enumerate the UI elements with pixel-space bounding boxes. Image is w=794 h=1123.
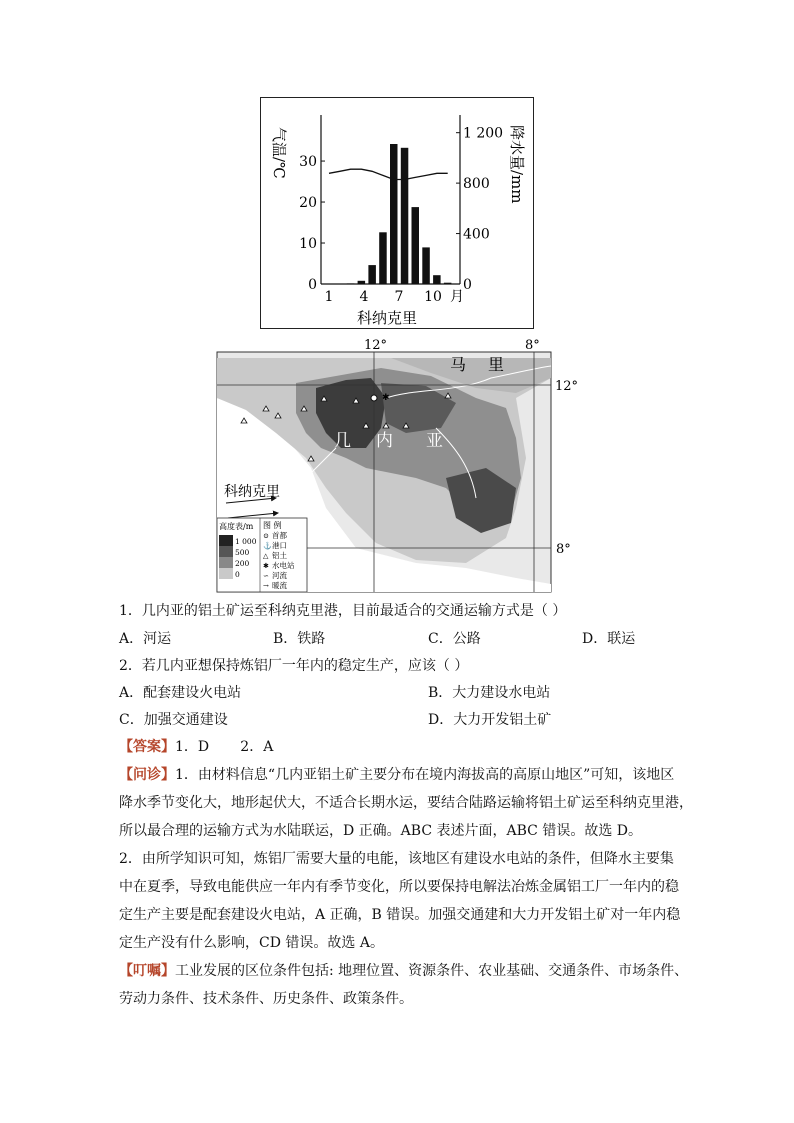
capital-icon [371,395,377,401]
q1-option-c: C．公路 [428,631,481,647]
answer-section [119,733,699,1013]
bauxite-icon: △ [263,552,269,560]
right-tick-label: 1 200 [463,125,504,142]
guinea-map [216,338,584,594]
analysis-line: 中在夏季，导致电能供应一年内有季节变化，所以要保持电解法冶炼金属铝工厂一年内的稳 [119,879,679,895]
q2-option-d: D．大力开发铝土矿 [428,712,552,728]
right-tick-label: 800 [463,176,490,193]
analysis-line: 定生产没有什么影响，CD 错误。故选 A。 [119,935,384,951]
city-label-conakry: 科纳克里 [224,484,280,500]
lat-label-top: 12° [364,338,388,353]
lat-label-right: 12° [555,379,579,394]
hydro-station-icon: ✱ [382,393,390,403]
chart-xlabel: 科纳克里 [356,309,418,327]
q2-option-a: A．配套建设火电站 [119,685,242,701]
q1-option-a: A．河运 [119,631,172,647]
country-label-guinea: 几 [334,431,351,451]
analysis-text: 1．由材料信息“几内亚铝土矿主要分布在境内海拔高的高原山地区”可知，该地区 [175,767,675,783]
legend-elev-level: 0 [235,570,240,579]
analysis-tag: 【问诊】 [119,767,175,783]
right-tick-label: 400 [463,226,490,243]
capital-icon: ⊙ [263,532,269,540]
x-tick-label: 1 [324,289,334,305]
legend-item: 河流 [272,571,287,580]
precipitation-bar [368,265,376,284]
left-axis-label: 气温/℃ [270,127,288,179]
precipitation-bar [390,144,398,284]
legend-item: 铝土 [272,551,287,560]
left-tick-label: 30 [299,154,317,171]
right-axis-label: 降水量/mm [508,125,526,204]
left-tick-label: 20 [299,195,317,211]
legend-item: 港口 [272,541,287,550]
reminder-line [119,957,699,985]
answer-text: 1．D 2．A [175,739,274,755]
legend-item: 水电站 [272,561,295,570]
x-tick-label: 月 [450,289,464,305]
legend-item: 暖流 [272,581,287,590]
reminder-text: 工业发展的区位条件包括: 地理位置、资源条件、农业基础、交通条件、市场条件、 [175,963,689,979]
left-tick-label: 0 [308,277,317,293]
precipitation-bar [401,148,409,284]
legend-item: 首都 [272,531,287,540]
analysis-line: 降水季节变化大，地形起伏大，不适合长期水运，要结合陆路运输将铝土矿运至科纳克里港， [119,795,693,811]
legend-elev-level: 1 000 [235,537,257,546]
q1-option-d: D．联运 [582,631,636,647]
precipitation-bar [358,281,366,284]
reminder-line: 劳动力条件、技术条件、历史条件、政策条件。 [119,991,413,1007]
legend-elev-title: 高度表/m [219,522,254,531]
country-label-guinea: 内 [376,431,393,451]
analysis-line: 所以最合理的运输方式为水陆联运，D 正确。ABC 表述片面，ABC 错误。故选 D。 [119,823,642,839]
q2-option-c: C．加强交通建设 [119,712,228,728]
river-icon: ∽ [263,572,269,580]
port-icon: ⚓ [263,542,272,550]
question-1: 1．几内亚的铝土矿运至科纳克里港，目前最适合的交通运输方式是（ ） [119,603,567,619]
x-tick-label: 10 [424,289,442,305]
lon-label-right: 8° [525,338,540,353]
precipitation-bar [422,247,430,284]
reminder-tag: 【叮嘱】 [119,963,175,979]
q1-option-b: B．铁路 [273,631,326,647]
warm-current-icon: → [263,582,269,590]
legend-elev-level: 200 [235,559,250,568]
x-tick-label: 4 [359,289,369,305]
map-legend [217,518,307,592]
legend-symbol-title: 图 例 [263,521,282,530]
country-label-mali: 马 [450,355,467,374]
legend-elev-level: 500 [235,548,250,557]
climate-chart [260,97,534,329]
q2-option-b: B．大力建设水电站 [428,685,551,701]
answer-line [119,733,699,761]
x-tick-label: 7 [394,289,404,305]
right-tick-label: 0 [463,277,472,293]
lat-label-bottom: 8° [556,542,571,557]
country-label-mali: 里 [488,355,505,374]
analysis-line: 2．由所学知识可知，炼铝厂需要大量的电能，该地区有建设水电站的条件，但降水主要集 [119,851,674,867]
question-2: 2．若几内亚想保持炼铝厂一年内的稳定生产，应该（ ） [119,658,469,674]
analysis-line [119,761,699,789]
precipitation-bar [379,232,387,284]
left-tick-label: 10 [299,236,317,252]
precipitation-bar [412,207,420,284]
precipitation-bar [444,283,452,284]
precipitation-bar [433,275,441,284]
hydro-station-icon: ✱ [263,562,269,570]
answer-tag: 【答案】 [119,739,175,755]
country-label-guinea: 亚 [426,431,443,451]
analysis-line: 定生产主要是配套建设火电站，A 正确，B 错误。加强交通建和大力开发铝土矿对一年内稳 [119,907,681,923]
precipitation-bar [347,283,355,284]
